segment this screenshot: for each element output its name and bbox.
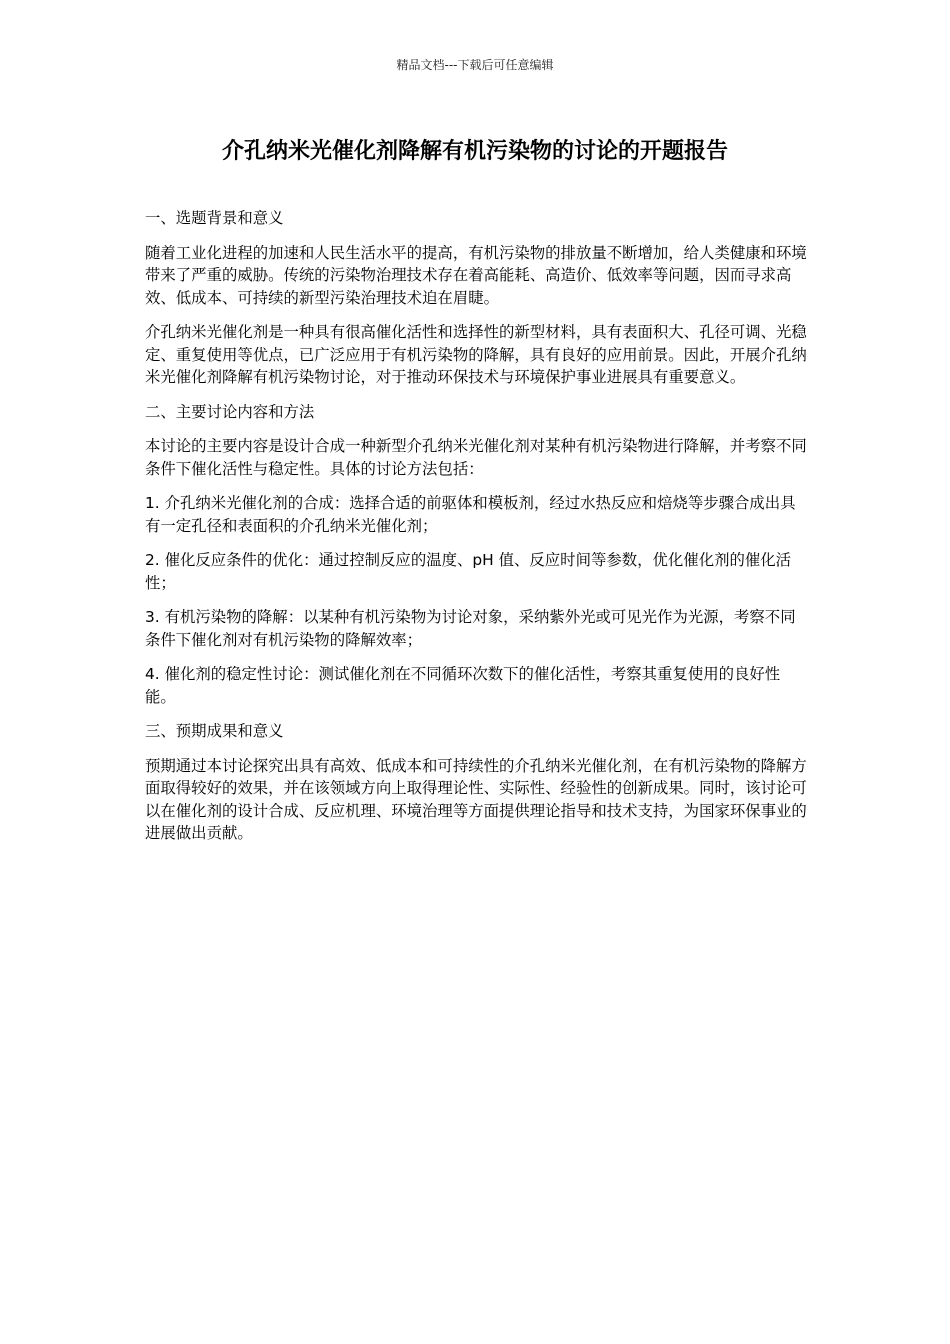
header-note: 精品文档---下载后可任意编辑 <box>396 58 554 72</box>
paragraph-background-1: 随着工业化进程的加速和人民生活水平的提高，有机污染物的排放量不断增加，给人类健康和环境带来了严重的威胁。传统的污染物治理技术存在着高能耗、高造价、低效率等问题，因而寻求高效、低成本、可持续的新型污染治理技术迫在眉睫。 <box>145 243 807 307</box>
list-item-method-1: 1. 介孔纳米光催化剂的合成：选择合适的前驱体和模板剂，经过水热反应和焙烧等步骤合成出具有一定孔径和表面积的介孔纳米光催化剂； <box>145 494 796 535</box>
section-heading-methods: 二、主要讨论内容和方法 <box>145 402 315 421</box>
list-item-method-4: 4. 催化剂的稳定性讨论：测试催化剂在不同循环次数下的催化活性，考察其重复使用的良好性能。 <box>145 665 781 706</box>
paragraph-background-2: 介孔纳米光催化剂是一种具有很高催化活性和选择性的新型材料，具有表面积大、孔径可调、光稳定、重复使用等优点，已广泛应用于有机污染物的降解，具有良好的应用前景。因此，开展介孔纳米光催化剂降解有机污染物讨论，对于推动环保技术与环境保护事业进展具有重要意义。 <box>145 323 807 386</box>
list-item-method-3: 3. 有机污染物的降解：以某种有机污染物为讨论对象，采纳紫外光或可见光作为光源，考察不同条件下催化剂对有机污染物的降解效率； <box>145 608 796 649</box>
document-title: 介孔纳米光催化剂降解有机污染物的讨论的开题报告 <box>221 139 728 164</box>
paragraph-outcomes: 预期通过本讨论探究出具有高效、低成本和可持续性的介孔纳米光催化剂，在有机污染物的降解方面取得较好的效果，并在该领域方向上取得理论性、实际性、经验性的创新成果。同时，该讨论可以在催化剂的设计合成、反应机理、环境治理等方面提供理论指导和技术支持，为国家环保事业的进展做出贡献。 <box>145 756 807 842</box>
section-heading-background: 一、选题背景和意义 <box>145 209 284 227</box>
paragraph-methods-intro: 本讨论的主要内容是设计合成一种新型介孔纳米光催化剂对某种有机污染物进行降解，并考察不同条件下催化活性与稳定性。具体的讨论方法包括： <box>145 437 807 478</box>
document-body <box>145 207 807 857</box>
section-heading-outcomes: 三、预期成果和意义 <box>145 722 284 740</box>
list-item-method-2: 2. 催化反应条件的优化：通过控制反应的温度、pH 值、反应时间等参数，优化催化剂的催化活性； <box>145 551 792 592</box>
